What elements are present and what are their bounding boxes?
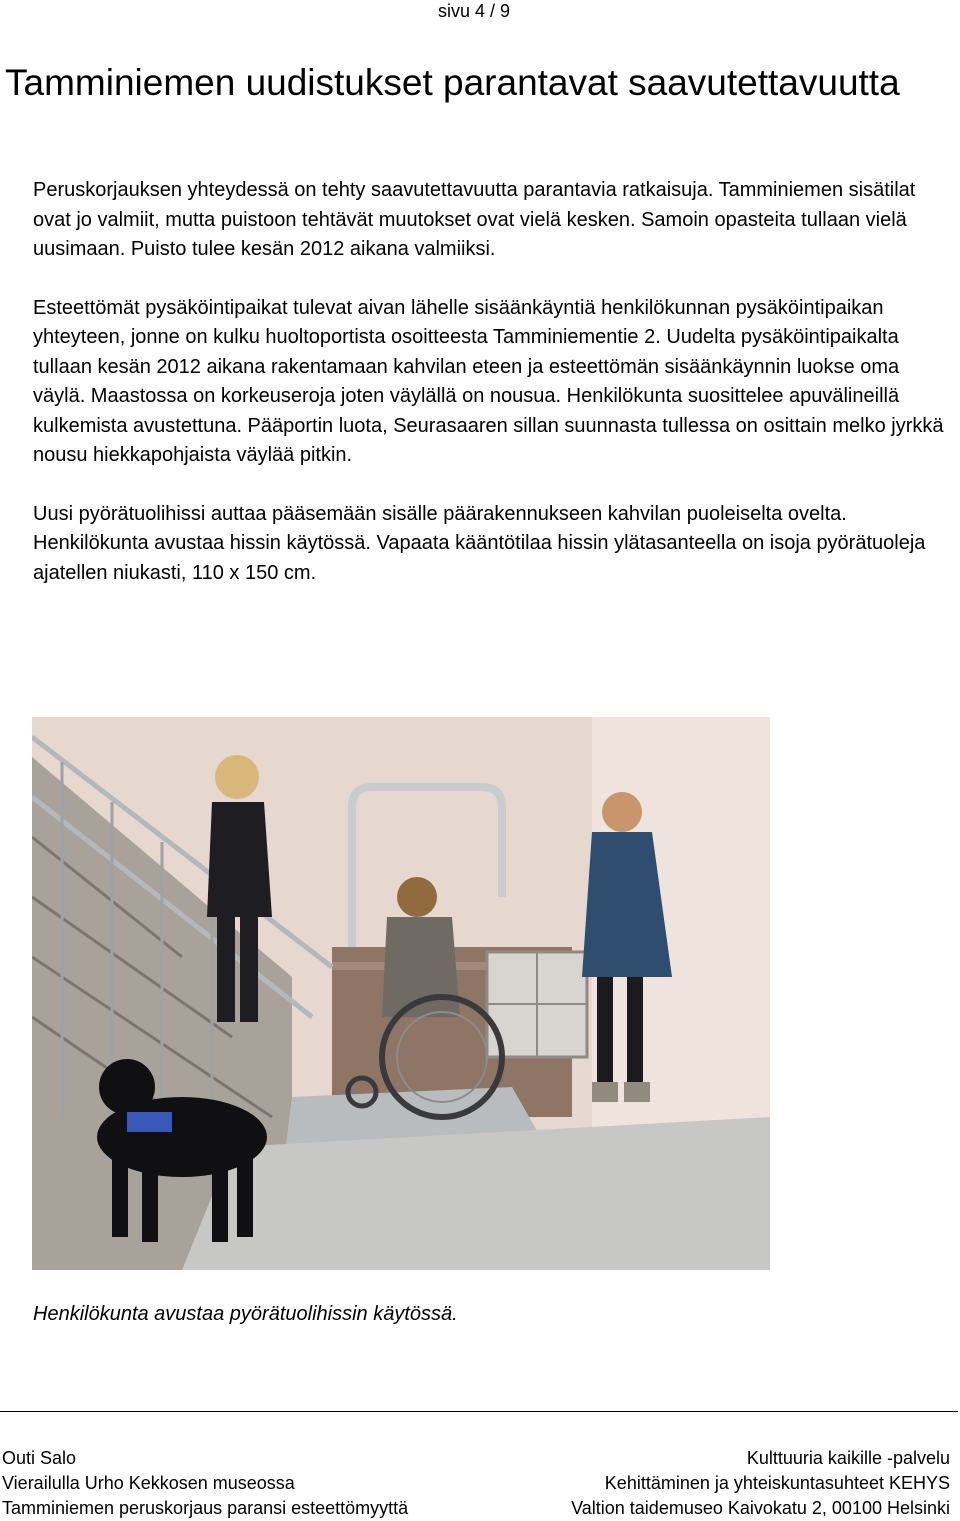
footer-right: [571, 1446, 950, 1521]
page-number: sivu 4 / 9: [438, 1, 511, 21]
footer-subtitle: Vierailulla Urho Kekkosen museossa: [2, 1473, 295, 1493]
footer-left: [2, 1446, 408, 1521]
photo-illustration: [32, 717, 770, 1270]
wheelchair-lift-photo: [32, 717, 770, 1270]
footer-document-title: Tamminiemen peruskorjaus paransi esteettömyyttä: [2, 1498, 409, 1518]
footer-service: Kulttuuria kaikille -palvelu: [746, 1448, 950, 1468]
paragraph-intro: Peruskorjauksen yhteydessä on tehty saavutettavuutta parantavia ratkaisuja. Tamminiemen sisätilat ovat jo valmiit, mutta puistoon tehtävät muutokset ovat vielä kesken. Samoin opasteita tullaan vielä uusimaan. Puisto tulee kesän 2012 aikana valmiiksi.: [33, 179, 916, 260]
photo-caption: Henkilökunta avustaa pyörätuolihissin käytössä.: [33, 1303, 458, 1325]
article-title: Tamminiemen uudistukset parantavat saavutettavuutta: [5, 62, 900, 103]
paragraph-parking: Esteettömät pysäköintipaikat tulevat aivan lähelle sisäänkäyntiä henkilökunnan pysäköintipaikan yhteyteen, jonne on kulku huoltoportista osoitteesta Tamminiementie 2. Uudelta pysäköintipaikalta tullaan kesän 2012 aikana rakentamaan kahvilan eteen ja esteettömän sisäänkäynnin luokse oma väylä. Maastossa on korkeuseroja joten väylällä on nousua. Henkilökunta suosittelee apuvälineillä kulkemista avustettuna. Pääportin luota, Seurasaaren sillan suunnasta tullessa on osittain melko jyrkkä nousu hiekkapohjaista väylää pitkin.: [33, 296, 944, 466]
footer-department: Kehittäminen ja yhteiskuntasuhteet KEHYS: [604, 1473, 950, 1493]
footer-divider: [0, 1411, 958, 1412]
paragraph-lift: Uusi pyörätuolihissi auttaa pääsemään sisälle päärakennukseen kahvilan puoleiselta ovelta. Henkilökunta avustaa hissin käytössä. Vapaata kääntötilaa hissin ylätasanteella on isoja pyörätuoleja ajatellen niukasti, 110 x 150 cm.: [33, 502, 926, 584]
footer-address: Valtion taidemuseo Kaivokatu 2, 00100 Helsinki: [571, 1498, 950, 1518]
article-body: [33, 176, 953, 617]
footer-author: Outi Salo: [2, 1448, 77, 1468]
